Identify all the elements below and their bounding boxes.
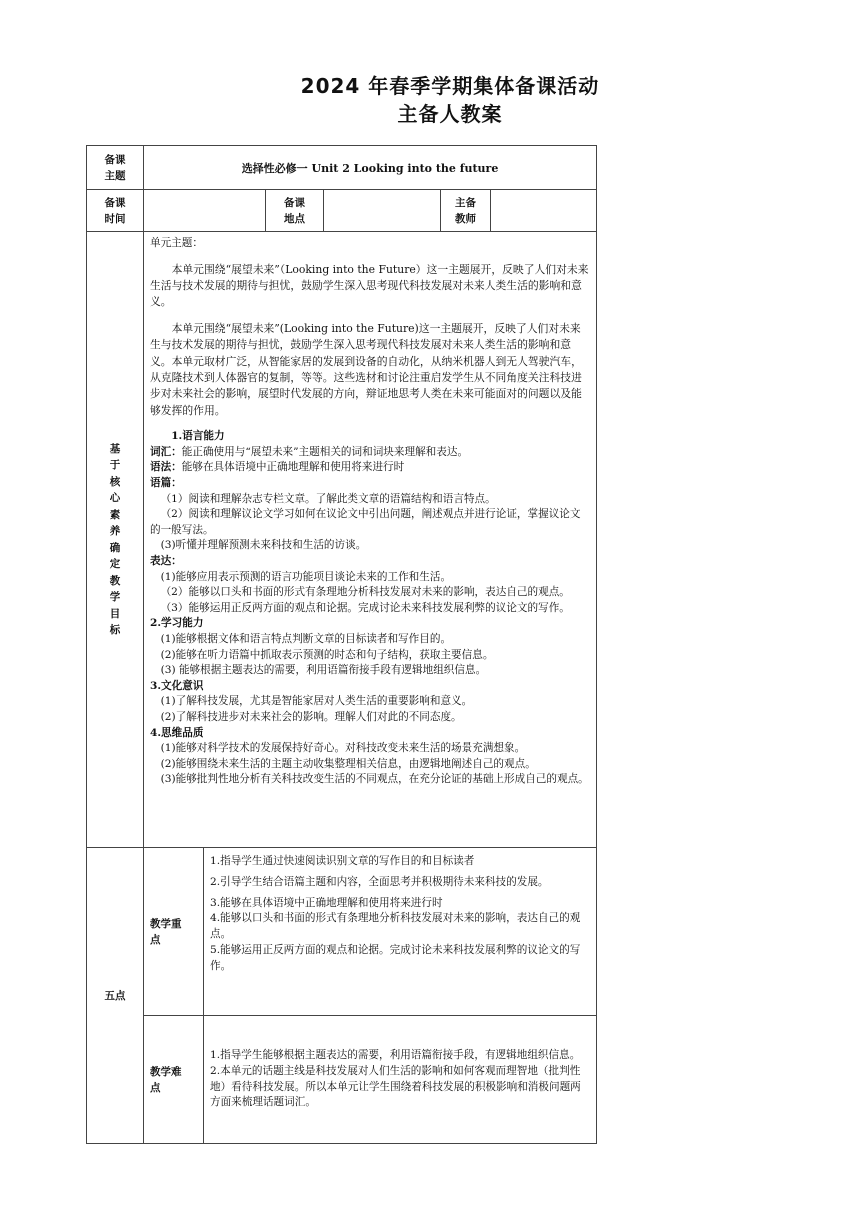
- language-ability-heading: 1.语言能力: [171, 430, 225, 443]
- unit-theme-paragraph-2: 本单元围绕“展望未来”(Looking into the Future)这一主题展开，反映了人们对未来生与技术发展的期待与担忧，鼓励学生深入思考现代科技发展对未来人类生活的影响和意义。本单元取材广泛，从智能家居的发展到设备的自动化，从纳米机器人到无人驾驶汽车，从克隆技术到人体器官的复制，等等。这些选材和讨论注重启发学生从不同角度关注科技进步对未来社会的影响，展望时代发展的方向，辩证地思考人类在未来可能面对的问题以及能够发挥的作用。: [150, 321, 582, 417]
- learning-item: (1)能够根据文体和语言特点判断文章的目标读者和写作目的。: [160, 632, 452, 645]
- vocabulary-goal: 词汇：能正确使用与“展望未来”主题相关的词和词块来理解和表达。: [150, 445, 469, 458]
- subject-value: 选择性必修一 Unit 2 Looking into the future: [144, 146, 597, 190]
- teacher-label: 主备教师: [441, 190, 491, 232]
- unit-theme-paragraph-1: 本单元围绕“展望未来”（Looking into the Future）这一主题展开，反映了人们对未来生活与技术发展的期待与担忧，鼓励学生深入思考现代科技发展对未来人类生活的影响和意义。: [150, 262, 589, 309]
- expression-item: (1)能够应用表示预测的语言功能项目谈论未来的工作和生活。: [160, 570, 452, 583]
- difficult-points: [204, 1016, 597, 1144]
- difficult-point-item: 2.本单元的话题主线是科技发展对人们生活的影响和如何客观而理智地（批判性地）看待科技发展。所以本单元让学生围绕着科技发展的积极影响和消极问题两方面来梳理话题词汇。: [210, 1064, 581, 1109]
- learning-item: (3) 能够根据主题表达的需要，利用语篇衔接手段有逻辑地组织信息。: [160, 664, 487, 677]
- expression-item: （2）能够以口头和书面的形式有条理地分析科技发展对未来的影响，表达自己的观点。: [160, 586, 570, 599]
- difficult-points-label: 教学难点: [144, 1016, 204, 1144]
- time-value[interactable]: [144, 190, 266, 232]
- teacher-value[interactable]: [491, 190, 597, 232]
- cultural-awareness-heading: 3.文化意识: [150, 679, 204, 692]
- key-points-label: 教学重点: [144, 848, 204, 1016]
- key-point-item: 2.引导学生结合语篇主题和内容，全面思考并积极期待未来科技的发展。: [210, 875, 549, 888]
- document-subtitle: 主备人教案: [397, 102, 503, 126]
- place-value[interactable]: [324, 190, 441, 232]
- key-point-item: 1.指导学生通过快速阅读识别文章的写作目的和目标读者: [210, 855, 475, 867]
- teaching-goals: [144, 232, 597, 848]
- thinking-quality-heading: 4.思维品质: [150, 726, 204, 739]
- expression-label: 表达：: [150, 555, 182, 567]
- lesson-plan-table: [86, 145, 597, 1144]
- expression-item: （3）能够运用正反两方面的观点和论据。完成讨论未来科技发展利弊的议论文的写作。: [160, 601, 570, 614]
- discourse-item: （2）阅读和理解议论文学习如何在议论文中引出问题，阐述观点并进行论证，掌握议论文的一般写法。: [150, 508, 581, 536]
- five-points-label: 五点: [87, 848, 144, 1144]
- key-point-item: 4.能够以口头和书面的形式有条理地分析科技发展对未来的影响，表达自己的观点。: [210, 912, 581, 941]
- key-points: [204, 848, 597, 1016]
- subject-label: 备课主题: [87, 146, 144, 190]
- thinking-item: (2)能够围绕未来生活的主题主动收集整理相关信息，由逻辑地阐述自己的观点。: [160, 757, 536, 770]
- document-title: 2024 年春季学期集体备课活动: [300, 74, 600, 98]
- thinking-item: (1)能够对科学技术的发展保持好奇心。对科技改变未来生活的场景充满想象。: [160, 742, 526, 755]
- difficult-point-item: 1.指导学生能够根据主题表达的需要，利用语篇衔接手段，有逻辑地组织信息。: [210, 1048, 581, 1061]
- goals-label: 基于核心素养确定教学目标: [87, 232, 144, 848]
- place-label: 备课地点: [266, 190, 324, 232]
- learning-item: (2)能够在听力语篇中抓取表示预测的时态和句子结构，获取主要信息。: [160, 648, 494, 661]
- discourse-label: 语篇：: [150, 477, 182, 490]
- time-label: 备课时间: [87, 190, 144, 232]
- discourse-item: （1）阅读和理解杂志专栏文章。了解此类文章的语篇结构和语言特点。: [160, 492, 496, 505]
- culture-item: (1)了解科技发展，尤其是智能家居对人类生活的重要影响和意义。: [160, 695, 473, 708]
- thinking-item: (3)能够批判性地分析有关科技改变生活的不同观点，在充分论证的基础上形成自己的观点。: [160, 773, 589, 786]
- grammar-goal: 语法：能够在具体语境中正确地理解和使用将来进行时: [150, 461, 405, 474]
- unit-theme-label: 单元主题：: [150, 237, 203, 249]
- culture-item: (2)了解科技进步对未来社会的影响。理解人们对此的不同态度。: [160, 710, 462, 723]
- key-point-item: 5.能够运用正反两方面的观点和论据。完成讨论未来科技发展利弊的议论文的写作。: [210, 943, 581, 972]
- key-point-item: 3.能够在具体语境中正确地理解和使用将来进行时: [210, 896, 443, 909]
- learning-ability-heading: 2.学习能力: [150, 617, 204, 630]
- discourse-item: (3)听懂并理解预测未来科技和生活的访谈。: [160, 539, 367, 552]
